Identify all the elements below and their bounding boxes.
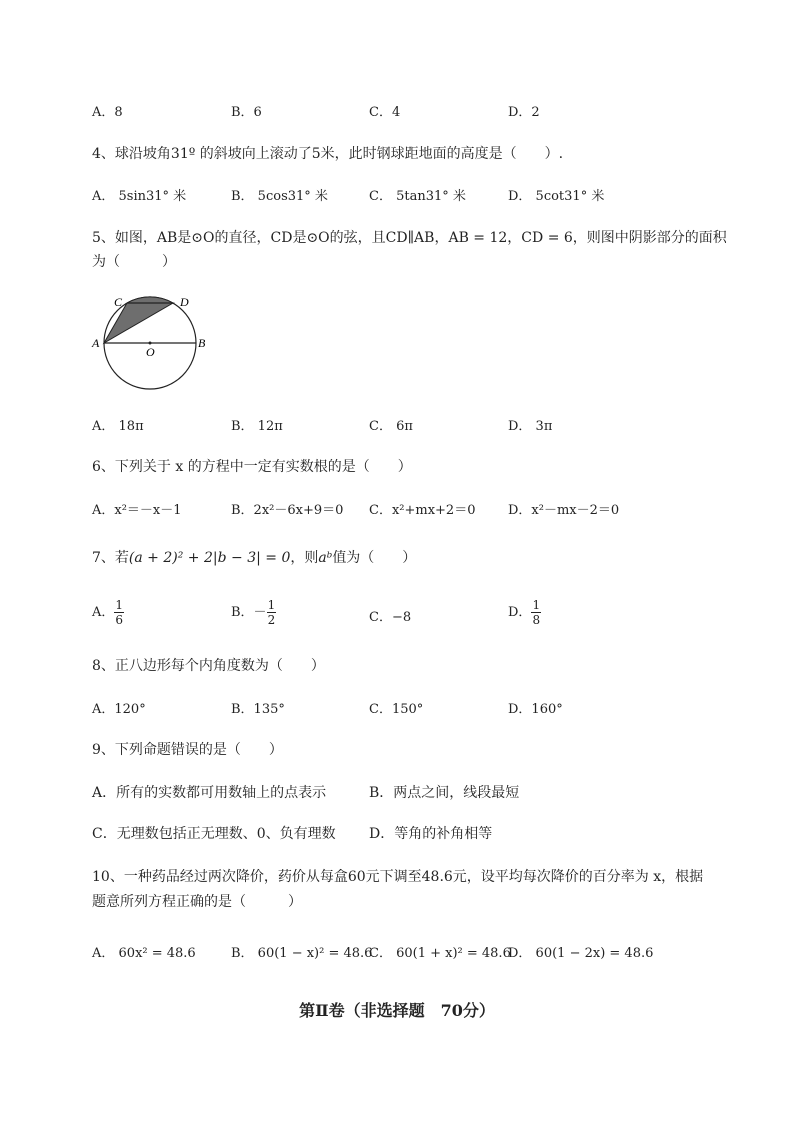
q4-option-d: D． 5cot31° 米 <box>508 189 605 204</box>
q7-expression: (a + 2)² + 2|b − 3| = 0 <box>128 550 291 566</box>
fraction-numerator: 1 <box>532 598 541 612</box>
label-a: A <box>92 336 100 350</box>
q5-option-a: A． 18π <box>92 419 144 434</box>
q3-option-d: D．2 <box>508 105 540 120</box>
q4-stem: 4、球沿坡角31º 的斜坡向上滚动了5米，此时钢球距地面的高度是（ ）. <box>92 146 564 162</box>
q5-option-c: C． 6π <box>369 419 413 434</box>
q8-option-b: B．135° <box>231 702 285 717</box>
q7-option-a <box>92 598 124 627</box>
fraction-denominator: 8 <box>532 613 541 627</box>
shaded-segment <box>127 297 173 303</box>
q7-option-a-label: A． <box>92 605 115 620</box>
q4-option-b: B． 5cos31° 米 <box>231 189 328 204</box>
q3-option-b: B．6 <box>231 105 262 120</box>
q4-option-a: A． 5sin31° 米 <box>92 189 187 204</box>
q10-option-c: C． 60(1 + x)² = 48.6 <box>369 946 511 961</box>
shaded-triangle <box>104 303 173 343</box>
q5-figure <box>90 290 220 400</box>
q10-stem-line2: 题意所列方程正确的是（ ） <box>92 894 302 910</box>
q10-stem-line1: 10、一种药品经过两次降价，药价从每盒60元下调至48.6元，设平均每次降价的百分率为 x，根据 <box>92 869 704 885</box>
section-title: 第Ⅱ卷（非选择题 70分） <box>299 1001 495 1020</box>
q6-option-c: C．x²+mx+2＝0 <box>369 503 476 518</box>
q6-stem: 6、下列关于 x 的方程中一定有实数根的是（ ） <box>92 459 412 475</box>
q7-stem-suffix: 值为（ ） <box>332 550 417 566</box>
q7-option-d-fraction <box>531 598 541 627</box>
label-c: C <box>114 295 123 309</box>
q6-option-b: B．2x²－6x+9＝0 <box>231 503 344 518</box>
q10-option-b: B． 60(1 − x)² = 48.6 <box>231 946 373 961</box>
q5-stem-line1: 5、如图，AB是⊙O的直径，CD是⊙O的弦，且CD∥AB，AB = 12，CD = 6，则图中阴影部分的面积 <box>92 230 727 246</box>
fraction-denominator: 2 <box>267 613 276 627</box>
q7-a-power-b: aᵇ <box>318 550 333 566</box>
q8-stem: 8、正八边形每个内角度数为（ ） <box>92 658 325 674</box>
q3-option-c: C．4 <box>369 105 401 120</box>
label-b: B <box>198 336 206 350</box>
q7-option-a-fraction <box>114 598 124 627</box>
q7-option-b <box>231 598 276 627</box>
q8-option-c: C．150° <box>369 702 424 717</box>
q7-stem-prefix: 7、若 <box>92 550 129 566</box>
q7-stem <box>92 547 416 567</box>
q9-stem: 9、下列命题错误的是（ ） <box>92 742 283 758</box>
q10-option-a: A． 60x² = 48.6 <box>92 946 196 961</box>
q9-option-d: D．等角的补角相等 <box>369 826 493 842</box>
q9-option-b: B．两点之间，线段最短 <box>369 785 520 801</box>
q5-option-b: B． 12π <box>231 419 283 434</box>
q7-option-b-label: B．－ <box>231 605 267 620</box>
q6-option-a: A．x²＝－x－1 <box>92 503 182 518</box>
q8-option-d: D．160° <box>508 702 563 717</box>
label-d: D <box>180 295 189 309</box>
fraction-numerator: 1 <box>115 598 124 612</box>
q5-stem-line2: 为（ ） <box>92 254 176 270</box>
fraction-numerator: 1 <box>267 598 276 612</box>
q7-option-d <box>508 598 541 627</box>
q9-option-c: C．无理数包括正无理数、0、负有理数 <box>92 826 336 842</box>
label-o: O <box>146 345 155 359</box>
q6-option-d: D．x²－mx－2＝0 <box>508 503 620 518</box>
q7-option-d-label: D． <box>508 605 532 620</box>
q5-option-d: D． 3π <box>508 419 553 434</box>
q10-option-d: D． 60(1 − 2x) = 48.6 <box>508 946 654 961</box>
q9-option-a: A．所有的实数都可用数轴上的点表示 <box>92 785 327 801</box>
q3-option-a: A．8 <box>92 105 123 120</box>
fraction-denominator: 6 <box>115 613 124 627</box>
q8-option-a: A．120° <box>92 702 146 717</box>
q7-option-c: C．−8 <box>369 610 412 625</box>
q7-stem-mid: ，则 <box>290 550 319 566</box>
q4-option-c: C． 5tan31° 米 <box>369 189 466 204</box>
q7-option-b-fraction <box>267 598 277 627</box>
